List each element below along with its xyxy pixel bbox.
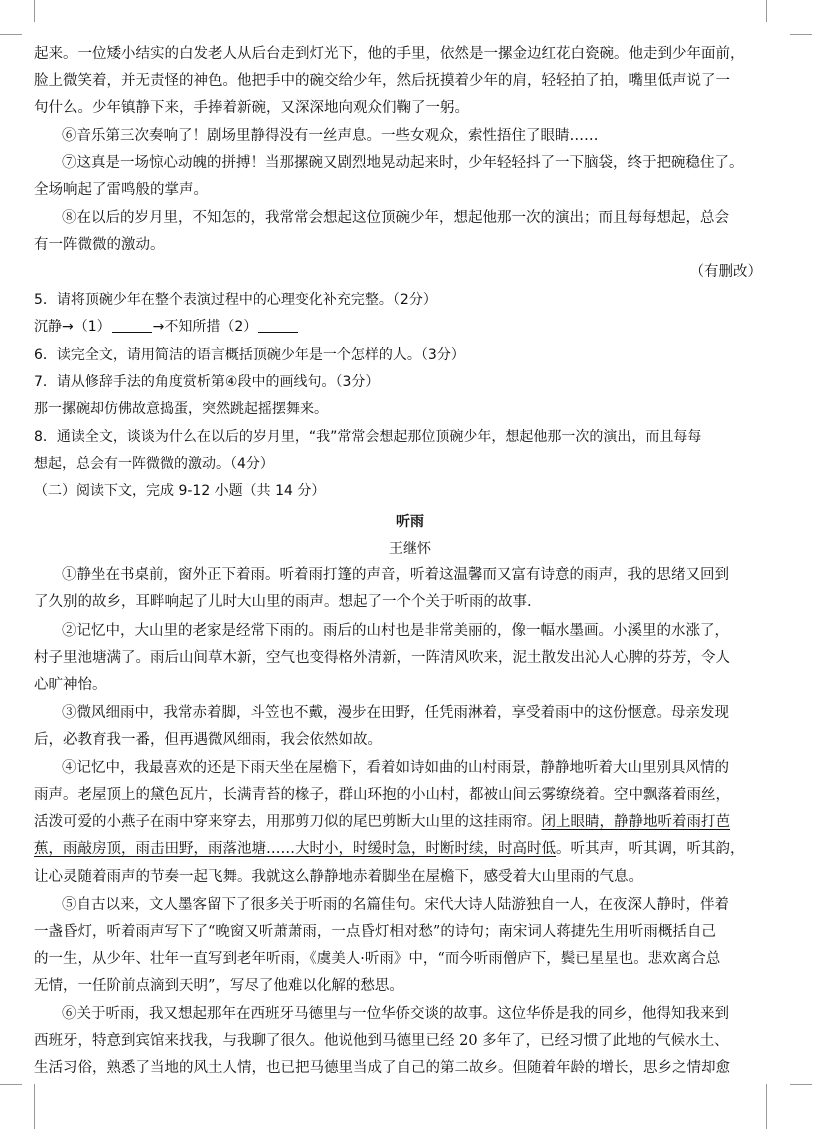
question-5: 5．请将顶碗少年在整个表演过程中的心理变化补充完整。（2分） <box>34 292 437 308</box>
text-line: 句什么。少年镇静下来，手捧着新碗，又深深地向观众们鞠了一躬。 <box>34 100 469 116</box>
question-8: 8．通读全文，谈谈为什么在以后的岁月里，“我”常常会想起那位顶碗少年，想起他那一次的演出，而且每每 <box>34 429 702 445</box>
question-7-sentence: 那一摞碗却仿佛故意捣蛋，突然跳起摇摆舞来。 <box>34 401 328 417</box>
underlined-sentence: 蕉，雨敲房顶，雨击田野，雨落池塘……大时小，时缓时急，时断时续，时高时低 <box>34 841 556 857</box>
paragraph-6b: ⑥关于听雨，我又想起那年在西班牙马德里与一位华侨交谈的故事。这位华侨是我的同乡，他得知我来到 <box>62 1006 729 1022</box>
plain-text: 。听其声，听其调，听其韵， <box>556 841 745 857</box>
text-line: 村子里池塘满了。雨后山间草木新，空气也变得格外清新，一阵清风吹来，泥土散发出沁人心脾的芬芳，令人 <box>34 650 730 666</box>
section-heading: （二）阅读下文，完成 9-12 小题（共 14 分） <box>34 483 326 499</box>
text-line: 雨声。老屋顶上的黛色瓦片，长满青苔的椽子，群山环抱的小山村，都被山间云雾缭绕着。空中飘落着雨丝， <box>34 787 730 803</box>
paragraph-6: ⑥音乐第三次奏响了！剧场里静得没有一丝声息。一些女观众，索性捂住了眼睛…… <box>62 128 599 144</box>
answer-blank-2[interactable] <box>258 318 298 333</box>
article-title: 听雨 <box>396 514 424 530</box>
crop-mark-top-right-v <box>766 0 767 22</box>
crop-mark-bottom-right-h <box>790 1084 812 1085</box>
paragraph-4: ④记忆中，我最喜欢的还是下雨天坐在屋檐下，看着如诗如曲的山村雨景，静静地听着大山里别具风情的 <box>62 760 729 776</box>
text-line: 起来。一位矮小结实的白发老人从后台走到灯光下，他的手里，依然是一摞金边红花白瓷碗。他走到少年面前， <box>34 46 745 62</box>
crop-mark-bottom-left-v <box>34 1084 35 1129</box>
text-line: 全场响起了雷鸣般的掌声。 <box>34 182 208 198</box>
plain-text: 活泼可爱的小燕子在雨中穿来穿去，用那剪刀似的尾巴剪断大山里的这挂雨帘。 <box>34 814 542 830</box>
question-5-fill-a: 沉静→（1） <box>34 319 111 335</box>
crop-mark-top-left-h <box>0 34 22 35</box>
text-line: 生活习俗，熟悉了当地的风土人情，也已把马德里当成了自己的第二故乡。但随着年龄的增长，思乡之情却愈 <box>34 1060 730 1076</box>
paragraph-8: ⑧在以后的岁月里，不知怎的，我常常会想起这位顶碗少年，想起他那一次的演出；而且每每想起，总会 <box>62 210 729 226</box>
question-7: 7．请从修辞手法的角度赏析第④段中的画线句。（3分） <box>34 374 380 390</box>
text-line: 无情，一任阶前点滴到天明”，写尽了他难以化解的愁思。 <box>34 978 404 994</box>
question-5-fill <box>34 317 786 337</box>
answer-blank-1[interactable] <box>112 318 152 333</box>
question-8-cont: 想起，总会有一阵微微的激动。（4分） <box>34 456 274 472</box>
text-line: 心旷神怡。 <box>34 677 107 693</box>
crop-mark-top-right-h <box>790 34 812 35</box>
text-line: 后，必教育我一番，但再遇微风细雨，我会依然如故。 <box>34 732 382 748</box>
paragraph-7: ⑦这真是一场惊心动魄的拼搏！当那摞碗又剧烈地晃动起来时，少年轻轻抖了一下脑袋，终于把碗稳住了。 <box>62 155 744 171</box>
text-line: 让心灵随着雨声的节奏一起飞舞。我就这么静静地赤着脚坐在屋檐下，感受着大山里雨的气息。 <box>34 869 643 885</box>
underlined-sentence: 闭上眼睛，静静地听着雨打芭 <box>541 814 730 830</box>
paragraph-2: ②记忆中，大山里的老家是经常下雨的。雨后的山村也是非常美丽的，像一幅水墨画。小溪里的水涨了， <box>62 623 729 639</box>
question-6: 6．读完全文，请用简洁的语言概括顶碗少年是一个怎样的人。（3分） <box>34 347 465 363</box>
text-line-with-underline <box>34 812 786 832</box>
text-line-with-underline <box>34 839 786 859</box>
crop-mark-top-left-v <box>34 0 35 22</box>
text-line: 有一阵微微的激动。 <box>34 237 165 253</box>
question-5-fill-b: →不知所措（2） <box>152 319 258 335</box>
source-note: （有删改） <box>689 264 762 280</box>
text-line: 的一生，从少年、壮年一直写到老年听雨，《虞美人·听雨》中，“而今听雨僧庐下，鬓已星星也。悲欢离合总 <box>34 951 721 967</box>
text-line: 了久别的故乡，耳畔响起了儿时大山里的雨声。想起了一个个关于听雨的故事. <box>34 594 532 610</box>
text-line: 一盏昏灯，听着雨声写下了“晚窗又听萧萧雨，一点昏灯相对愁”的诗句；南宋词人蒋捷先生用听雨概括自己 <box>34 924 716 940</box>
paragraph-5: ⑤自古以来，文人墨客留下了很多关于听雨的名篇佳句。宋代大诗人陆游独自一人，在夜深人静时，伴着 <box>62 897 729 913</box>
text-line: 脸上微笑着，并无责怪的神色。他把手中的碗交给少年，然后抚摸着少年的肩，轻轻拍了拍，嘴里低声说了一 <box>34 73 730 89</box>
crop-mark-bottom-left-h <box>0 1084 22 1085</box>
text-line: 西班牙，特意到宾馆来找我，与我聊了很久。他说他到马德里已经 20 多年了，已经习惯了此地的气候水土、 <box>34 1033 729 1049</box>
paragraph-3: ③微风细雨中，我常赤着脚，斗笠也不戴，漫步在田野，任凭雨淋着，享受着雨中的这份惬意。母亲发现 <box>62 705 729 721</box>
paragraph-1: ①静坐在书桌前，窗外正下着雨。听着雨打篷的声音，听着这温馨而又富有诗意的雨声，我的思绪又回到 <box>62 567 729 583</box>
crop-mark-bottom-right-v <box>766 1084 767 1129</box>
article-author: 王继怀 <box>389 541 431 557</box>
